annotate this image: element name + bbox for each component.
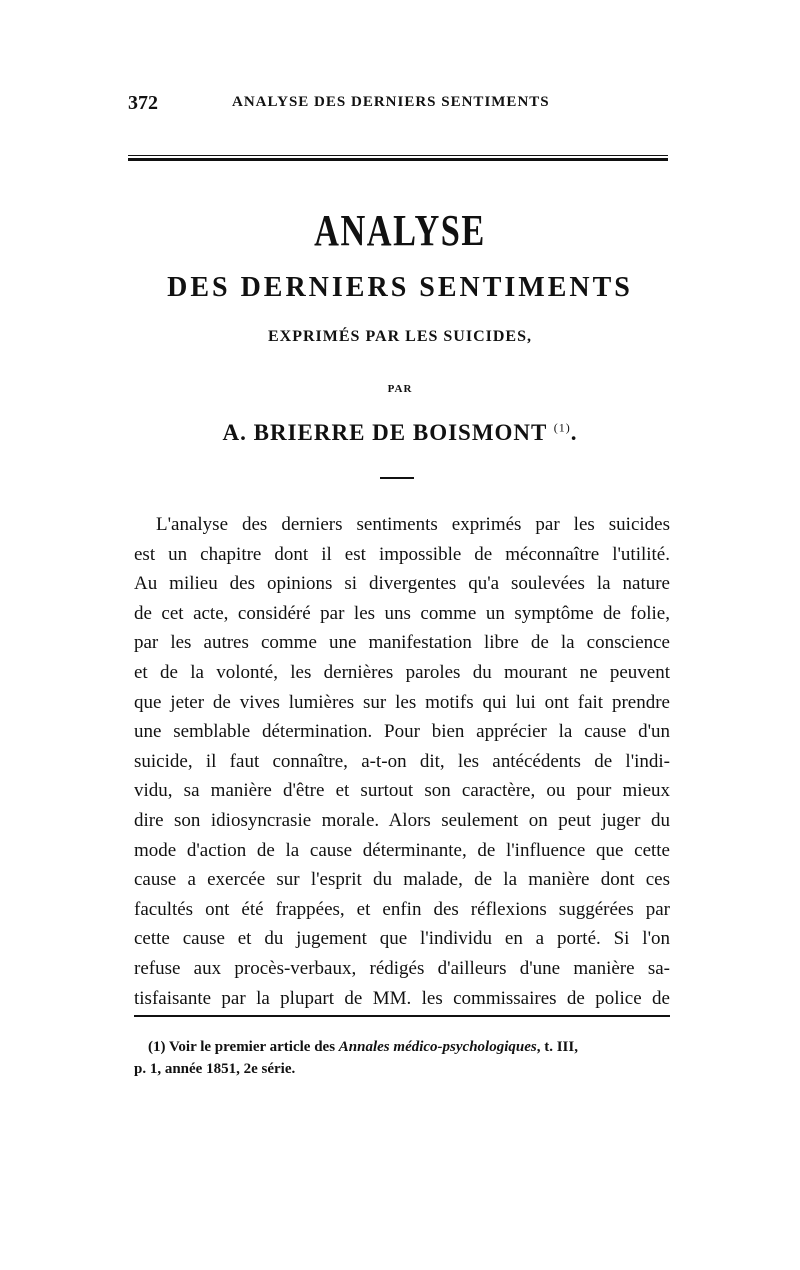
- body-text: [134, 510, 670, 1013]
- body-line: mode d'action de la cause déterminante, de l'influence que cette: [134, 839, 670, 861]
- article-title: ANALYSE: [314, 206, 486, 255]
- body-line: vidu, sa manière d'être et surtout son caractère, ou pour mieux: [134, 780, 670, 802]
- footnote-line: [134, 1036, 670, 1058]
- body-line: une semblable détermination. Pour bien apprécier la cause d'un: [134, 721, 670, 743]
- body-line: tisfaisante par la plupart de MM. les commissaires de police de: [134, 987, 670, 1009]
- footnote: [134, 1036, 670, 1080]
- author-line: [0, 420, 800, 446]
- body-line: que jeter de vives lumières sur les motifs qui lui ont fait prendre: [134, 691, 670, 713]
- footnote-line: p. 1, année 1851, 2e série.: [134, 1061, 296, 1077]
- body-line: de cet acte, considéré par les uns comme un symptôme de folie,: [134, 602, 670, 624]
- body-line: cause a exercée sur l'esprit du malade, de la manière dont ces: [134, 869, 670, 891]
- running-head: [128, 92, 668, 116]
- body-line: est un chapitre dont il est impossible de méconnaître l'utilité.: [134, 543, 670, 565]
- header-rule-thin: [128, 155, 668, 156]
- body-line: L'analyse des derniers sentiments exprimés par les suicides: [156, 514, 670, 535]
- article-subtitle: DES DERNIERS SENTIMENTS: [167, 272, 633, 303]
- by-line: PAR: [387, 383, 413, 395]
- section-divider: [380, 477, 414, 479]
- body-line: Au milieu des opinions si divergentes qu'a soulevées la nature: [134, 573, 670, 595]
- footnote-journal-title: Annales médico-psychologiques: [338, 1039, 537, 1055]
- body-line: refuse aux procès-verbaux, rédigés d'ailleurs d'une manière sa-: [134, 957, 670, 979]
- body-line: par les autres comme une manifestation libre de la conscience: [134, 632, 670, 654]
- author-end-punctuation: .: [570, 420, 578, 445]
- body-line: suicide, il faut connaître, a-t-on dit, les antécédents de l'indi-: [134, 750, 670, 772]
- body-line: et de la volonté, les dernières paroles du mourant ne peuvent: [134, 661, 670, 683]
- page-number: 372: [128, 92, 158, 114]
- running-title: ANALYSE DES DERNIERS SENTIMENTS: [232, 94, 550, 110]
- author-footnote-marker: (1): [553, 420, 571, 435]
- header-rule-thick: [128, 158, 668, 161]
- footnote-text: (1) Voir le premier article des: [148, 1039, 339, 1055]
- author-name: A. BRIERRE DE BOISMONT: [222, 420, 547, 445]
- body-line: facultés ont été frappées, et enfin des réflexions suggérées par: [134, 898, 670, 920]
- footnote-rule: [134, 1015, 670, 1017]
- article-subtitle-secondary: EXPRIMÉS PAR LES SUICIDES,: [268, 328, 532, 345]
- body-line: cette cause et du jugement que l'individu en a porté. Si l'on: [134, 928, 670, 950]
- body-line: dire son idiosyncrasie morale. Alors seulement on peut juger du: [134, 809, 670, 831]
- footnote-text: , t. III,: [536, 1039, 578, 1055]
